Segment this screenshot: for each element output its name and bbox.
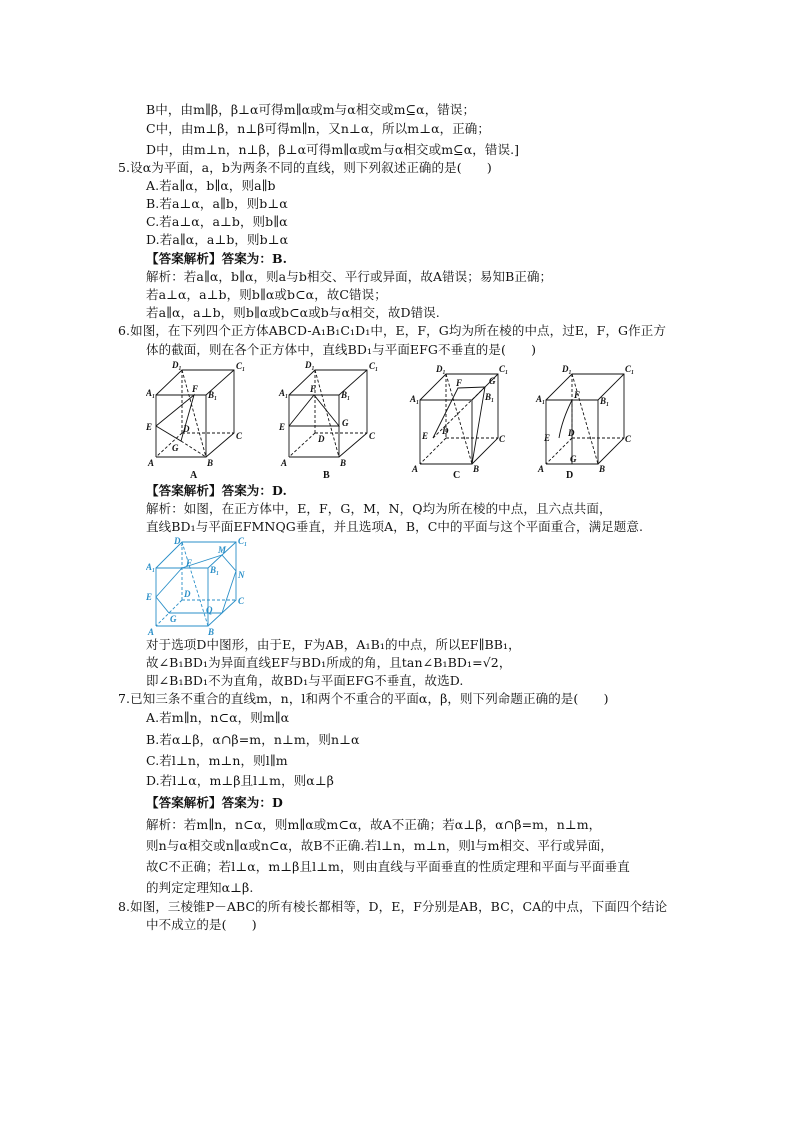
label-e: E	[146, 422, 153, 432]
question-8-stem: 8.如图，三棱锥P－ABC的所有棱长都相等，D，E，F分别是AB，BC，CA的中点，下面四个结论	[118, 899, 668, 914]
svg-text:C₁: C₁	[625, 364, 635, 374]
svg-text:C₁: C₁	[369, 361, 379, 371]
svg-text:D: D	[318, 434, 325, 444]
svg-text:B₁: B₁	[341, 390, 351, 400]
svg-text:B₁: B₁	[210, 565, 220, 575]
cube-figure-d	[546, 374, 624, 464]
caption-c: C	[453, 470, 461, 480]
option-d: D.若a∥α，a⊥b，则b⊥α	[146, 232, 289, 247]
svg-text:D₁: D₁	[436, 364, 446, 374]
svg-text:G: G	[570, 454, 577, 464]
label-c: C	[236, 431, 243, 441]
svg-text:A: A	[148, 627, 155, 636]
svg-text:A₁: A₁	[536, 394, 546, 404]
label-a1: A₁	[146, 388, 156, 398]
svg-text:E: E	[279, 422, 286, 432]
label-d1: D₁	[172, 360, 182, 370]
svg-text:M: M	[218, 545, 227, 555]
svg-text:C: C	[499, 434, 506, 444]
label-d: D	[183, 424, 190, 434]
svg-text:G: G	[342, 418, 349, 428]
question-6-stem: 6.如图，在下列四个正方体ABCD-A₁B₁C₁D₁中，E，F，G均为所在棱的中点，过E，F，G作正方	[118, 323, 666, 338]
solution-cube-figure	[146, 536, 256, 636]
svg-text:Q: Q	[206, 605, 213, 615]
svg-text:B₁: B₁	[600, 396, 610, 406]
svg-text:N: N	[238, 570, 245, 580]
svg-text:E: E	[422, 431, 429, 441]
answer-heading: 【答案解析】答案为：B.	[146, 251, 288, 266]
label-c1: C₁	[236, 361, 246, 371]
svg-text:G: G	[170, 614, 177, 624]
caption-b: B	[323, 470, 330, 480]
option-b: B.若α⊥β，α∩β=m，n⊥m，则n⊥α	[146, 732, 360, 747]
label-a: A	[148, 458, 155, 468]
text-line: C中，由m⊥β，n⊥β可得m∥n，又n⊥α，所以m⊥α，正确；	[146, 121, 491, 136]
svg-text:A₁: A₁	[146, 562, 156, 572]
label-b1: B₁	[208, 390, 218, 400]
option-a: A.若a∥α，b∥α，则a∥b	[146, 178, 276, 193]
svg-text:D: D	[184, 589, 191, 599]
label-b: B	[207, 458, 214, 468]
question-5-stem: 5.设α为平面，a，b为两条不同的直线，则下列叙述正确的是( )	[118, 160, 492, 175]
cube-figures-row	[146, 360, 646, 480]
question-6-stem-cont: 体的截面，则在各个正方体中，直线BD₁与平面EFG不垂直的是( )	[146, 342, 537, 357]
svg-text:A₁: A₁	[410, 394, 420, 404]
svg-text:B₁: B₁	[485, 392, 495, 402]
option-c: C.若l⊥n，m⊥n，则l∥m	[146, 753, 288, 768]
svg-text:B: B	[208, 627, 215, 636]
svg-text:C: C	[625, 434, 632, 444]
svg-text:C₁: C₁	[238, 536, 248, 546]
svg-text:F: F	[186, 558, 193, 568]
svg-text:D₁: D₁	[562, 364, 572, 374]
svg-text:F: F	[456, 378, 463, 388]
svg-text:C: C	[238, 596, 245, 606]
analysis-line: 解析：若a∥α，b∥α，则a与b相交、平行或异面，故A错误；易知B正确；	[146, 269, 553, 284]
analysis-line: 故C不正确；若l⊥α，m⊥β且l⊥m，则由直线与平面垂直的性质定理和平面与平面垂直	[146, 859, 630, 874]
svg-text:A: A	[538, 464, 545, 474]
answer-heading: 【答案解析】答案为：D.	[146, 483, 287, 498]
analysis-line: 即∠B₁BD₁不为直角，故BD₁与平面EFG不垂直，故选D.	[146, 673, 464, 688]
svg-text:C: C	[369, 431, 376, 441]
svg-text:F: F	[310, 384, 317, 394]
analysis-line: 若a∥α，a⊥b，则b∥α或b⊂α或b与α相交，故D错误.	[146, 305, 440, 320]
analysis-line: 解析：如图，在正方体中，E，F，G，M，N，Q均为所在棱的中点，且六点共面，	[146, 501, 612, 516]
text-line: D中，由m⊥n，n⊥β，β⊥α可得m∥α或m与α相交或m⊆α，错误.]	[146, 142, 520, 157]
option-d: D.若l⊥α，m⊥β且l⊥m，则α⊥β	[146, 773, 335, 788]
option-a: A.若m∥n，n⊂α，则m∥α	[146, 710, 290, 725]
svg-text:E: E	[544, 433, 551, 443]
caption-a: A	[190, 470, 198, 480]
svg-text:A: A	[281, 458, 288, 468]
svg-text:E: E	[146, 592, 153, 602]
svg-text:B: B	[473, 464, 480, 474]
svg-text:D₁: D₁	[305, 360, 315, 370]
svg-text:F: F	[574, 390, 581, 400]
label-g: G	[172, 443, 179, 453]
caption-d: D	[566, 470, 574, 480]
cube-figure-b	[289, 370, 367, 457]
answer-heading: 【答案解析】答案为：D	[146, 795, 283, 810]
svg-text:B: B	[340, 458, 347, 468]
analysis-line: 则n与α相交或n∥α或n⊂α，故B不正确.若l⊥n，m⊥n，则l与m相交、平行或异面，	[146, 838, 613, 853]
svg-text:D: D	[568, 428, 575, 438]
question-8-stem-cont: 中不成立的是( )	[146, 917, 257, 932]
analysis-line: 直线BD₁与平面EFMNQG垂直，并且选项A，B，C中的平面与这个平面重合，满足题意.	[146, 519, 644, 534]
svg-text:C₁: C₁	[499, 364, 509, 374]
svg-text:G: G	[489, 376, 496, 386]
svg-text:D: D	[442, 426, 449, 436]
svg-text:A₁: A₁	[279, 388, 289, 398]
analysis-line: 的判定定理知α⊥β.	[146, 880, 254, 895]
option-c: C.若a⊥α，a⊥b，则b∥α	[146, 214, 288, 229]
analysis-line: 解析：若m∥n，n⊂α，则m∥α或m⊂α，故A不正确；若α⊥β，α∩β=m，n⊥m，	[146, 817, 602, 832]
svg-text:D₁: D₁	[174, 536, 184, 546]
text-line: B中，由m∥β，β⊥α可得m∥α或m与α相交或m⊆α，错误；	[146, 102, 476, 117]
analysis-line: 若a⊥α，a⊥b，则b∥α或b⊂α，故C错误；	[146, 287, 387, 302]
analysis-line: 对于选项D中图形，由于E，F为AB，A₁B₁的中点，所以EF∥BB₁，	[146, 637, 521, 652]
svg-text:A: A	[412, 464, 419, 474]
analysis-line: 故∠B₁BD₁为异面直线EF与BD₁所成的角，且tan∠B₁BD₁=√2，	[146, 655, 512, 670]
option-b: B.若a⊥α，a∥b，则b⊥α	[146, 196, 288, 211]
label-f: F	[192, 384, 199, 394]
svg-text:B: B	[599, 464, 606, 474]
question-7-stem: 7.已知三条不重合的直线m，n，l和两个不重合的平面α，β，则下列命题正确的是( )	[118, 691, 609, 706]
